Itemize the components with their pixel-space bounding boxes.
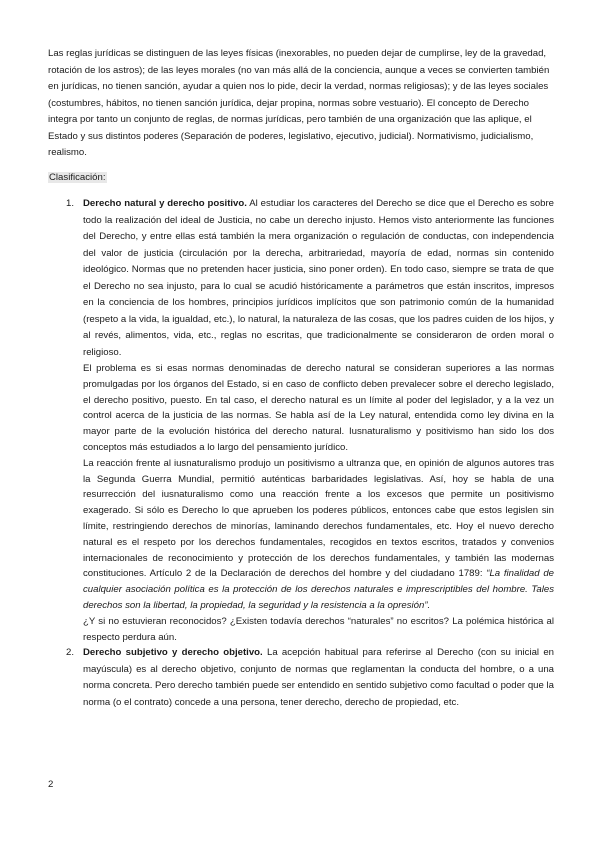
item-paragraph (83, 196, 554, 361)
intro-paragraph: Las reglas jurídicas se distinguen de las leyes físicas (inexorables, no pueden dejar de cumplirse, ley de la gravedad, rotación de los astros); de las leyes morales (no van más allá de la conciencia, aunque a veces se convierten también en jurídicas, no tienen sanción, ayudar a quien nos lo pide, decir la verdad, normas religiosas); y de las leyes sociales (costumbres, hábitos, no tienen sanción jurídica, dejar propina, normas sobre vestuario). El concepto de Derecho integra por tanto un conjunto de reglas, de normas jurídicas, pero también de una organización que las aplique, el Estado y sus distintos poderes (Separación de poderes, legislativo, ejecutivo, judicial). Normativismo, judicialismo, realismo. (48, 48, 550, 158)
list-item-derecho-natural (66, 196, 554, 645)
page-number: 2 (48, 779, 54, 790)
declaration-quote: “La finalidad de cualquier asociación política es la protección de los derechos naturales e imprescriptibles del hombre. Tales derechos son la libertad, la propiedad, la seguridad y la resistencia a la opresión”. (83, 568, 554, 611)
item-title: Derecho natural y derecho positivo. (83, 198, 247, 209)
classification-list (66, 196, 554, 711)
list-number: 2. (66, 647, 75, 659)
item-title: Derecho subjetivo y derecho objetivo. (83, 647, 263, 659)
item-text: La reacción frente al iusnaturalismo produjo un positivismo a ultranza que, en opinión de algunos autores tras la Segunda Guerra Mundial, permitió auténticas barbaridades legislativas. Así, hoy se habla de una resurrección del iusnaturalismo como una reacción frente a los excesos que permite un positivismo exagerado. Si sólo es Derecho lo que aprueben los poderes públicos, entonces cabe que estos legislen sin límite, restringiendo derechos de minorías, laminando derechos fundamentales, etc. Hoy el nuevo derecho natural es el respeto por los derechos fundamentales, recogidos en textos escritos, tratados y convenios internacionales de reconocimiento y protección de los derechos fundamentales, y también las modernas constituciones. Artículo 2 de la Declaración de derechos del hombre y del ciudadano 1789: (83, 457, 554, 580)
classification-heading: Clasificación: (49, 172, 106, 183)
item-text: Al estudiar los caracteres del Derecho se dice que el Derecho es sobre todo la realización del ideal de Justicia, no cabe un derecho injusto. Hemos visto anteriormente las funciones del Derecho, y entre ellas está también la mera organización o regulación de conductas, con independencia del valor de justicia (circulación por la derecha, arbitrariedad, mayoría de edad, normas sin contenido ideológico. Normas que no pretenden hacer justicia, sino poner orden). En todo caso, siempre se trata de que el Derecho no sea injusto, para lo cual se acudió históricamente a parámetros que están inscritos, impresos en la conciencia de los hombres, principios jurídicos implícitos que son patrimonio común de la humanidad (respeto a la vida, la igualdad, etc.), lo natural, la naturaleza de las cosas, que los padres cuiden de los hijos, y al revés, alimentos, vida, etc., reglas no escritas, que tradicionalmente se consideraron de orden moral o religioso. (83, 198, 555, 358)
item-paragraph (83, 645, 554, 711)
item-text: La acepción habitual para referirse al Derecho (con su inicial en mayúscula) es al derecho objetivo, conjunto de normas que reglamentan la conducta del hombre, o a una norma concreta. Pero derecho también puede ser entendido en sentido subjetivo como facultad o poder que la norma (o el contrato) concede a una persona, tener derecho, derecho de propiedad, etc. (83, 647, 554, 708)
item-paragraph (83, 456, 554, 614)
list-number: 1. (66, 198, 75, 209)
item-paragraph: ¿Y si no estuvieran reconocidos? ¿Existen todavía derechos “naturales” no escritos? La polémica histórica al respecto perdura aún. (83, 615, 554, 643)
list-item-derecho-subjetivo (66, 645, 554, 711)
section-heading (48, 171, 107, 185)
item-paragraph: El problema es si esas normas denominadas de derecho natural se consideran superiores a las normas promulgadas por los órganos del Estado, si en caso de conflicto deben prevalecer sobre el derecho legislado, el derecho positivo, puesto. En tal caso, el derecho natural es un límite al poder del legislador, y a la vez un control acerca de la justicia de las normas. Se habla así de la Ley natural, entendida como ley divina en la mayor parte de la evolución histórica del derecho natural. Iusnaturalismo y positivismo han sido los dos conceptos más estudiados a lo largo del pensamiento jurídico. (83, 363, 554, 453)
